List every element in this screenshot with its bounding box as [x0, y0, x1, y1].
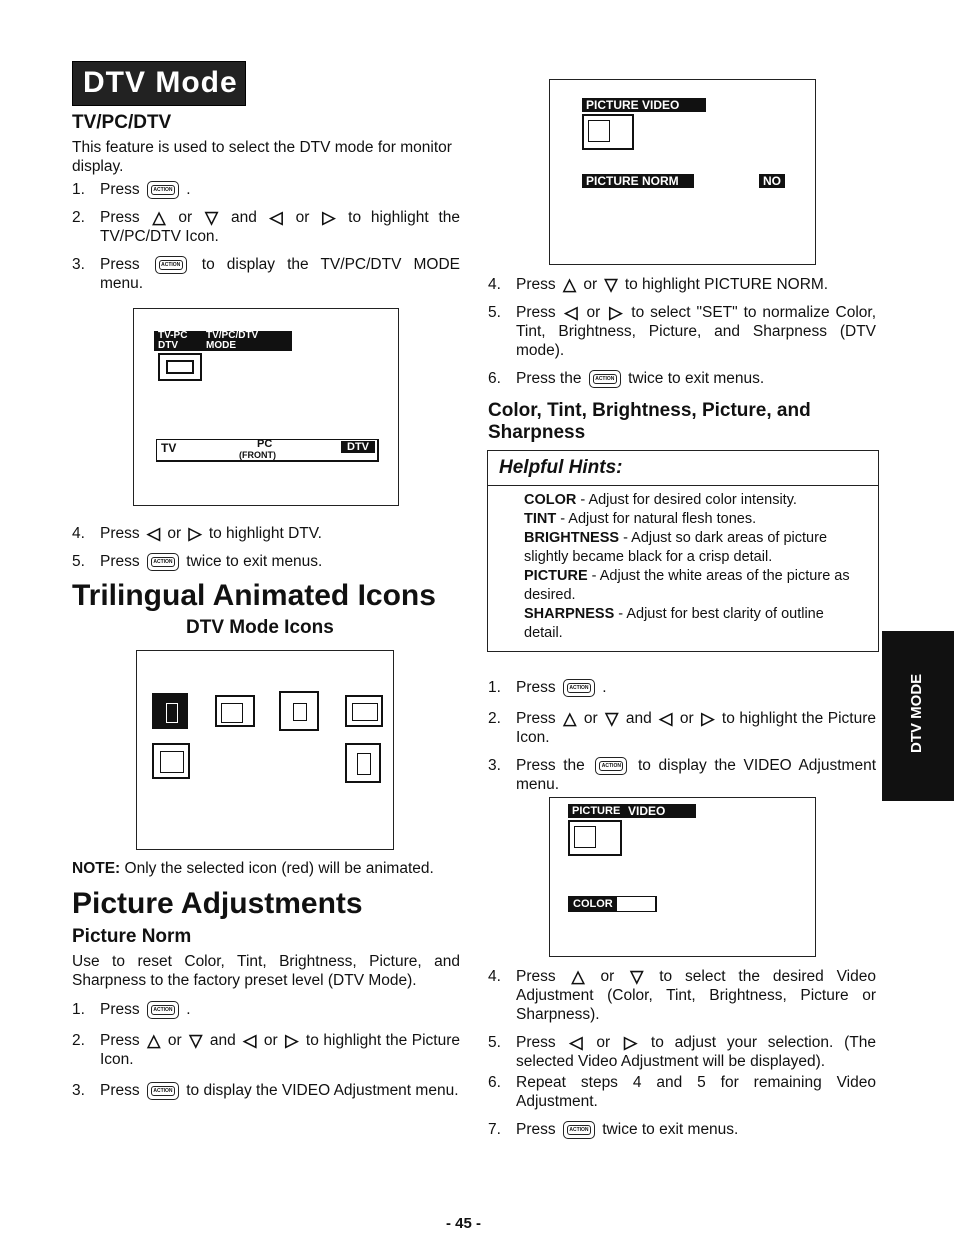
dtv-mode-icons-box: [136, 650, 394, 850]
tvpcdtv-intro: This feature is used to select the DTV mode for monitor display.: [72, 139, 452, 175]
vol-right-icon: ▷: [701, 709, 715, 729]
step-item: 7. Press ACTION twice to exit menus.: [488, 1120, 876, 1139]
side-tab: [882, 631, 954, 801]
vol-left-icon: ◁: [569, 1033, 583, 1053]
tvpcdtv-heading: TV/PC/DTV: [72, 112, 172, 133]
picture-norm-section: [72, 926, 460, 1109]
action-button-icon: [563, 1121, 595, 1139]
hint-item: COLOR - Adjust for desired color intensity.: [524, 492, 797, 508]
right-steps-c: [488, 967, 876, 1148]
ch-down-icon: ▽: [630, 967, 644, 987]
left-column-b: [72, 524, 460, 580]
action-button-icon: [147, 1082, 179, 1100]
menu-tab-tvpc: TV-PC DTV: [154, 331, 206, 351]
vol-left-icon: ◁: [564, 303, 578, 323]
tvpcdtv-menu-screen: [133, 308, 399, 506]
option-tv: TV: [161, 441, 177, 455]
action-button-icon: [563, 679, 595, 697]
option-dtv: DTV: [341, 441, 375, 453]
picture-icon: [568, 820, 622, 856]
trilingual-title: Trilingual Animated Icons: [72, 579, 436, 612]
vol-left-icon: ◁: [146, 524, 161, 544]
hint-item: BRIGHTNESS - Adjust so dark areas of picture slightly became black for a crisp detail.: [524, 530, 828, 565]
step-item: 3. Press ACTION to display the VIDEO Adjustment menu.: [72, 1081, 460, 1100]
section-badge: [72, 61, 246, 106]
vol-left-icon: ◁: [243, 1031, 257, 1051]
note: [72, 859, 434, 878]
hint-item: SHARPNESS - Adjust for best clarity of outline detail.: [524, 606, 824, 641]
ch-down-icon: ▽: [605, 709, 619, 729]
trilingual-subtitle: DTV Mode Icons: [186, 617, 334, 638]
picture-norm-value: NO: [759, 174, 785, 188]
ctbps-heading: Color, Tint, Brightness, Picture, and Sharpness: [488, 400, 811, 443]
page-number: - 45 -: [446, 1215, 482, 1232]
action-button-icon: [147, 1001, 179, 1019]
step-item: 2. Press △ or ▽ and ◁ or ▷ to highlight the Picture Icon.: [488, 709, 877, 746]
video-adjustment-screen: [549, 797, 816, 957]
option-pc: PC: [257, 438, 273, 450]
picture-icon: [582, 114, 634, 150]
step-item: 4. Press △ or ▽ to select the desired Video Adjustment (Color, Tint, Brightness, Picture or Sharpness).: [488, 967, 876, 1023]
menu-tab-picture: PICTURE: [568, 804, 626, 818]
vol-right-icon: ▷: [285, 1031, 299, 1051]
color-bar-label: COLOR: [569, 897, 617, 911]
action-button-icon: [155, 256, 187, 274]
ch-up-icon: △: [563, 709, 577, 729]
action-button-icon: [589, 370, 621, 388]
vol-right-icon: ▷: [609, 303, 623, 323]
ch-up-icon: △: [152, 208, 166, 228]
option-front: (FRONT): [239, 450, 276, 460]
ch-down-icon: ▽: [189, 1031, 203, 1051]
step-item: 6. Press the ACTION twice to exit menus.: [488, 369, 876, 388]
right-steps-b: [488, 678, 876, 803]
helpful-hints-box: [487, 450, 879, 652]
tv-pc-icon: [345, 695, 383, 727]
vol-left-icon: ◁: [659, 709, 673, 729]
step-item: 6. Repeat steps 4 and 5 for remaining Video Adjustment.: [488, 1074, 876, 1110]
helpful-hints-header: [488, 451, 878, 486]
step-item: 4. Press △ or ▽ to highlight PICTURE NORM.: [488, 275, 829, 295]
step-item: 1. Press ACTION .: [72, 180, 460, 199]
left-column: [72, 112, 460, 302]
helpful-hints-title: Helpful Hints:: [499, 457, 623, 478]
note-label: NOTE:: [72, 860, 121, 877]
picture-norm-bar: PICTURE NORM: [582, 174, 694, 188]
action-button-icon: [147, 553, 179, 571]
picture-norm-screen: [549, 79, 816, 265]
vol-right-icon: ▷: [623, 1033, 638, 1053]
action-button-icon: [595, 757, 627, 775]
selected-icon: [152, 693, 188, 729]
note-text: Only the selected icon (red) will be animated.: [124, 860, 434, 877]
picture-norm-intro: Use to reset Color, Tint, Brightness, Picture, and Sharpness to the factory preset level (DTV Mode).: [72, 953, 460, 989]
step-item: 2. Press △ or ▽ and ◁ or ▷ to highlight the Picture Icon.: [72, 1031, 461, 1068]
step-item: 5. Press ◁ or ▷ to adjust your selection. (The selected Video Adjustment will be displayed).: [488, 1033, 876, 1070]
ch-down-icon: ▽: [205, 208, 219, 228]
vol-right-icon: ▷: [322, 208, 336, 228]
ch-down-icon: ▽: [604, 275, 618, 295]
color-bar: [568, 896, 657, 912]
step-item: 5. Press ◁ or ▷ to select "SET" to normalize Color, Tint, Brightness, Picture, and Sharpness (DTV mode).: [488, 303, 877, 359]
section-badge-label: DTV Mode: [83, 66, 238, 99]
picture-icon: [215, 695, 255, 727]
setup-icon: [152, 743, 190, 779]
step-item: 3. Press the ACTION to display the VIDEO Adjustment menu.: [488, 756, 876, 794]
mode-options-bar: [156, 439, 379, 462]
right-steps-a: [488, 275, 876, 397]
helpful-hints-list: [524, 491, 864, 643]
ch-up-icon: △: [571, 967, 585, 987]
side-tab-label: DTV MODE: [908, 673, 925, 753]
vol-right-icon: ▷: [188, 524, 202, 544]
step-item: 5. Press ACTION twice to exit menus.: [72, 552, 460, 571]
picture-norm-heading: Picture Norm: [72, 926, 192, 947]
menu-tab-mode: TV/PC/DTV MODE: [202, 331, 292, 351]
menu-tab-video: VIDEO: [624, 804, 696, 818]
tv-icon: [158, 353, 202, 381]
hint-item: TINT - Adjust for natural flesh tones.: [524, 511, 757, 527]
hint-item: PICTURE - Adjust the white areas of the picture as desired.: [524, 568, 850, 603]
ch-up-icon: △: [562, 275, 577, 295]
ch-up-icon: △: [147, 1031, 161, 1051]
picture-adjustments-title: Picture Adjustments: [72, 887, 363, 920]
action-button-icon: [147, 181, 179, 199]
step-item: 4. Press ◁ or ▷ to highlight DTV.: [72, 524, 322, 544]
audio-icon: [279, 691, 319, 731]
menu-tab-picture-video: PICTURE VIDEO: [582, 98, 706, 112]
step-item: 2. Press △ or ▽ and ◁ or ▷ to highlight the TV/PC/DTV Icon.: [72, 208, 461, 245]
timer-icon: [345, 743, 381, 783]
step-item: 3. Press ACTION to display the TV/PC/DTV MODE menu.: [72, 255, 460, 293]
step-item: 1. Press ACTION .: [488, 678, 876, 697]
vol-left-icon: ◁: [269, 208, 283, 228]
step-item: 1. Press ACTION .: [72, 1000, 460, 1019]
tvpcdtv-steps: [72, 180, 460, 293]
